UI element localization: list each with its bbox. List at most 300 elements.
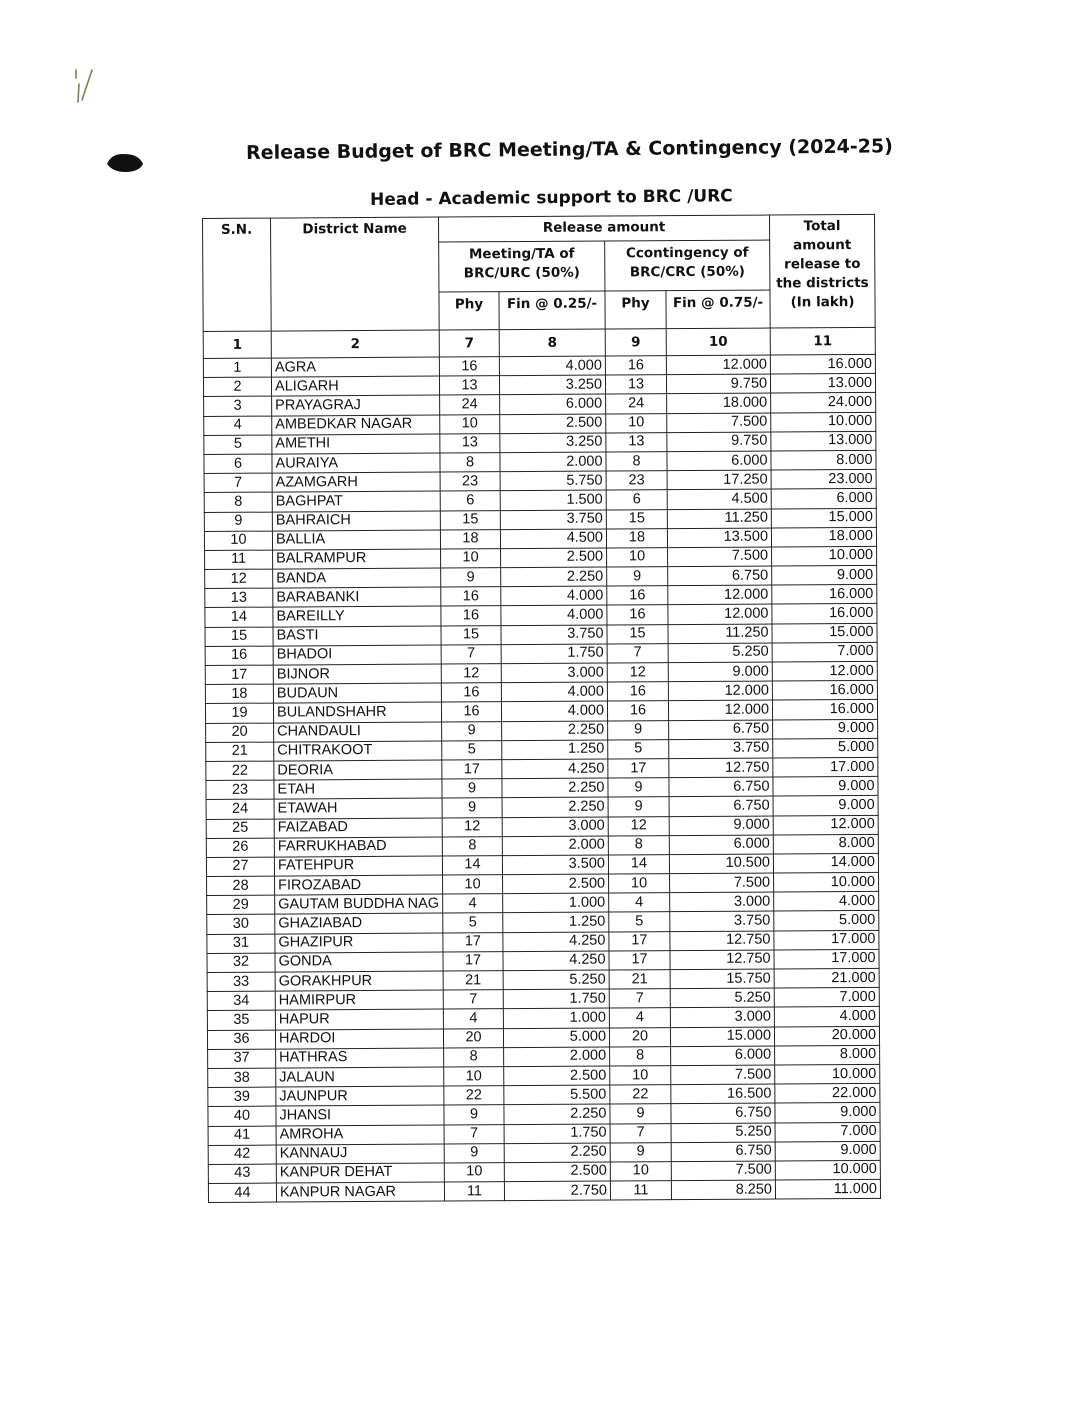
- sn-cell: 12: [205, 569, 273, 589]
- district-name-cell: PRAYAGRAJ: [272, 395, 440, 415]
- contingency-fin-cell: 6.000: [671, 1046, 775, 1066]
- meeting-fin-cell: 1.750: [504, 1124, 610, 1144]
- district-name-cell: FARRUKHABAD: [274, 837, 442, 857]
- meeting-fin-cell: 3.750: [501, 625, 607, 645]
- district-name-cell: GHAZIPUR: [275, 933, 443, 953]
- contingency-fin-cell: 7.500: [667, 413, 771, 433]
- meeting-fin-cell: 3.000: [501, 663, 607, 683]
- meeting-fin-cell: 2.000: [504, 1047, 610, 1067]
- district-name-cell: GAUTAM BUDDHA NAG: [275, 894, 443, 914]
- total-amount-cell: 9.000: [773, 777, 878, 797]
- meeting-phy-cell: 9: [442, 721, 502, 741]
- meeting-fin-cell: 2.500: [504, 1162, 610, 1182]
- contingency-fin-cell: 6.750: [669, 796, 773, 816]
- district-name-cell: BIJNOR: [273, 664, 441, 684]
- meeting-phy-cell: 14: [442, 856, 502, 876]
- meeting-fin-cell: 1.500: [500, 490, 606, 510]
- sn-cell: 9: [204, 512, 272, 532]
- header-sn: S.N.: [203, 218, 272, 331]
- meeting-fin-cell: 5.500: [504, 1085, 610, 1105]
- contingency-fin-cell: 12.000: [666, 355, 770, 375]
- column-number-row: [203, 327, 875, 358]
- meeting-fin-cell: 3.250: [500, 433, 606, 453]
- contingency-fin-cell: 6.750: [669, 777, 773, 797]
- meeting-phy-cell: 8: [442, 836, 502, 856]
- contingency-phy-cell: 21: [609, 970, 670, 990]
- district-name-cell: BULANDSHAHR: [273, 702, 441, 722]
- meeting-phy-cell: 13: [439, 376, 499, 396]
- meeting-fin-cell: 2.000: [502, 836, 608, 856]
- total-amount-cell: 12.000: [772, 661, 877, 681]
- punch-hole-mark: [105, 150, 145, 174]
- sn-cell: 25: [206, 819, 274, 839]
- total-amount-cell: 9.000: [773, 719, 878, 739]
- total-amount-cell: 23.000: [771, 470, 876, 490]
- meeting-fin-cell: 4.000: [501, 701, 607, 721]
- budget-table: [202, 214, 881, 1203]
- total-amount-cell: 9.000: [775, 1103, 880, 1123]
- meeting-phy-cell: 9: [442, 779, 502, 799]
- header-meeting-ta: Meeting/TA of BRC/URC (50%): [439, 241, 605, 292]
- meeting-fin-cell: 2.500: [504, 1066, 610, 1086]
- meeting-phy-cell: 13: [440, 433, 500, 453]
- contingency-phy-cell: 8: [608, 835, 669, 855]
- meeting-phy-cell: 17: [442, 760, 502, 780]
- contingency-phy-cell: 16: [607, 586, 668, 606]
- total-amount-cell: 10.000: [771, 412, 876, 432]
- district-name-cell: AURAIYA: [272, 453, 440, 473]
- district-name-cell: HARDOI: [275, 1029, 443, 1049]
- contingency-phy-cell: 6: [606, 490, 667, 510]
- sn-cell: 13: [205, 588, 273, 608]
- district-name-cell: ETAWAH: [274, 798, 442, 818]
- sn-cell: 39: [208, 1087, 276, 1107]
- contingency-fin-cell: 6.750: [668, 566, 772, 586]
- header-contingency: Ccontingency of BRC/CRC (50%): [605, 240, 770, 291]
- total-amount-cell: 11.000: [775, 1179, 880, 1199]
- meeting-phy-cell: 10: [444, 1163, 504, 1183]
- district-name-cell: ALIGARH: [271, 376, 439, 396]
- contingency-phy-cell: 16: [607, 701, 668, 721]
- total-amount-cell: 12.000: [773, 815, 878, 835]
- sn-cell: 36: [207, 1030, 275, 1050]
- meeting-phy-cell: 10: [440, 414, 500, 434]
- meeting-fin-cell: 3.500: [502, 855, 608, 875]
- header-total-amount: Total amount release to the districts (In lakh): [770, 214, 876, 328]
- meeting-phy-cell: 16: [441, 702, 501, 722]
- district-name-cell: CHITRAKOOT: [274, 741, 442, 761]
- meeting-fin-cell: 5.250: [503, 970, 609, 990]
- meeting-phy-cell: 17: [443, 951, 503, 971]
- contingency-phy-cell: 24: [606, 394, 667, 414]
- district-name-cell: GONDA: [275, 952, 443, 972]
- contingency-phy-cell: 4: [609, 893, 670, 913]
- sn-cell: 24: [206, 799, 274, 819]
- contingency-phy-cell: 14: [608, 855, 669, 875]
- contingency-phy-cell: 5: [609, 912, 670, 932]
- meeting-fin-cell: 1.750: [501, 644, 607, 664]
- total-amount-cell: 13.000: [770, 374, 875, 394]
- contingency-phy-cell: 7: [607, 643, 668, 663]
- contingency-phy-cell: 10: [609, 874, 670, 894]
- district-name-cell: AMETHI: [272, 434, 440, 454]
- sn-cell: 35: [207, 1010, 275, 1030]
- contingency-fin-cell: 11.250: [667, 509, 771, 529]
- sn-cell: 7: [204, 473, 272, 493]
- sn-cell: 8: [204, 492, 272, 512]
- district-name-cell: GORAKHPUR: [275, 971, 443, 991]
- meeting-phy-cell: 9: [444, 1143, 504, 1163]
- meeting-fin-cell: 3.000: [502, 817, 608, 837]
- meeting-phy-cell: 4: [443, 894, 503, 914]
- meeting-phy-cell: 9: [444, 1105, 504, 1125]
- total-amount-cell: 15.000: [771, 508, 876, 528]
- contingency-fin-cell: 6.000: [667, 451, 771, 471]
- contingency-phy-cell: 16: [605, 356, 666, 376]
- contingency-phy-cell: 5: [608, 739, 669, 759]
- meeting-fin-cell: 1.000: [503, 1008, 609, 1028]
- sn-cell: 41: [208, 1126, 276, 1146]
- sn-cell: 22: [206, 761, 274, 781]
- contingency-fin-cell: 6.750: [671, 1103, 775, 1123]
- meeting-fin-cell: 6.000: [500, 394, 606, 414]
- total-amount-cell: 22.000: [775, 1084, 880, 1104]
- contingency-fin-cell: 5.250: [668, 643, 772, 663]
- contingency-fin-cell: 16.500: [671, 1084, 775, 1104]
- total-amount-cell: 17.000: [773, 757, 878, 777]
- contingency-fin-cell: 12.000: [668, 585, 772, 605]
- meeting-fin-cell: 2.250: [502, 721, 608, 741]
- contingency-fin-cell: 12.000: [668, 681, 772, 701]
- total-amount-cell: 5.000: [774, 911, 879, 931]
- meeting-fin-cell: 5.750: [500, 471, 606, 491]
- header-release-amount: Release amount: [438, 215, 769, 242]
- total-amount-cell: 15.000: [772, 623, 877, 643]
- contingency-phy-cell: 12: [608, 816, 669, 836]
- meeting-phy-cell: 16: [441, 587, 501, 607]
- total-amount-cell: 13.000: [771, 431, 876, 451]
- contingency-fin-cell: 6.000: [669, 835, 773, 855]
- meeting-phy-cell: 21: [443, 971, 503, 991]
- sn-cell: 16: [205, 646, 273, 666]
- meeting-fin-cell: 2.500: [503, 874, 609, 894]
- contingency-fin-cell: 3.750: [669, 739, 773, 759]
- meeting-fin-cell: 1.750: [503, 989, 609, 1009]
- contingency-phy-cell: 9: [608, 778, 669, 798]
- total-amount-cell: 20.000: [774, 1026, 879, 1046]
- meeting-phy-cell: 16: [441, 606, 501, 626]
- meeting-fin-cell: 4.000: [501, 605, 607, 625]
- contingency-fin-cell: 5.250: [670, 988, 774, 1008]
- total-amount-cell: 14.000: [773, 853, 878, 873]
- district-name-cell: JALAUN: [276, 1067, 444, 1087]
- sn-cell: 18: [205, 684, 273, 704]
- district-name-cell: HATHRAS: [276, 1048, 444, 1068]
- contingency-fin-cell: 6.750: [669, 720, 773, 740]
- header-phy-contingency: Phy: [605, 291, 666, 329]
- contingency-fin-cell: 12.000: [668, 700, 772, 720]
- contingency-phy-cell: 16: [607, 605, 668, 625]
- meeting-fin-cell: 2.250: [501, 567, 607, 587]
- total-amount-cell: 9.000: [775, 1141, 880, 1161]
- total-amount-cell: 4.000: [774, 892, 879, 912]
- district-name-cell: FATEHPUR: [274, 856, 442, 876]
- meeting-phy-cell: 23: [440, 472, 500, 492]
- contingency-phy-cell: 13: [606, 432, 667, 452]
- budget-table-container: [202, 214, 880, 1203]
- contingency-fin-cell: 3.000: [670, 1007, 774, 1027]
- district-name-cell: HAPUR: [275, 1009, 443, 1029]
- district-name-cell: BAGHPAT: [272, 491, 440, 511]
- meeting-phy-cell: 5: [443, 913, 503, 933]
- total-amount-cell: 10.000: [775, 1064, 880, 1084]
- contingency-phy-cell: 8: [606, 452, 667, 472]
- district-name-cell: FAIZABAD: [274, 818, 442, 838]
- district-name-cell: KANNAUJ: [276, 1144, 444, 1164]
- meeting-phy-cell: 10: [443, 875, 503, 895]
- meeting-fin-cell: 1.000: [503, 893, 609, 913]
- contingency-phy-cell: 9: [608, 720, 669, 740]
- meeting-fin-cell: 2.750: [504, 1181, 610, 1201]
- contingency-fin-cell: 15.000: [670, 1027, 774, 1047]
- sn-cell: 6: [204, 454, 272, 474]
- total-amount-cell: 5.000: [773, 738, 878, 758]
- meeting-fin-cell: 4.250: [503, 951, 609, 971]
- contingency-fin-cell: 15.750: [670, 969, 774, 989]
- district-name-cell: ETAH: [274, 779, 442, 799]
- meeting-fin-cell: 2.500: [501, 548, 607, 568]
- contingency-fin-cell: 9.750: [667, 432, 771, 452]
- district-name-cell: BANDA: [273, 568, 441, 588]
- sn-cell: 5: [204, 435, 272, 455]
- table-row: [208, 1179, 880, 1202]
- meeting-phy-cell: 12: [442, 817, 502, 837]
- meeting-phy-cell: 10: [444, 1067, 504, 1087]
- contingency-phy-cell: 12: [607, 663, 668, 683]
- district-name-cell: AMBEDKAR NAGAR: [272, 415, 440, 435]
- sn-cell: 21: [206, 742, 274, 762]
- total-amount-cell: 7.000: [775, 1122, 880, 1142]
- total-amount-cell: 16.000: [770, 354, 875, 374]
- contingency-phy-cell: 17: [609, 931, 670, 951]
- sn-cell: 19: [205, 703, 273, 723]
- meeting-fin-cell: 4.250: [502, 759, 608, 779]
- sn-cell: 44: [208, 1183, 276, 1203]
- total-amount-cell: 8.000: [775, 1045, 880, 1065]
- meeting-phy-cell: 7: [443, 990, 503, 1010]
- meeting-fin-cell: 4.500: [500, 529, 606, 549]
- contingency-fin-cell: 12.750: [670, 931, 774, 951]
- contingency-phy-cell: 20: [609, 1027, 670, 1047]
- meeting-fin-cell: 2.250: [504, 1143, 610, 1163]
- contingency-fin-cell: 11.250: [668, 624, 772, 644]
- contingency-phy-cell: 4: [609, 1008, 670, 1028]
- meeting-fin-cell: 4.250: [503, 932, 609, 952]
- sn-cell: 15: [205, 627, 273, 647]
- meeting-fin-cell: 3.750: [500, 510, 606, 530]
- sn-cell: 37: [208, 1049, 276, 1069]
- meeting-phy-cell: 11: [444, 1182, 504, 1202]
- meeting-phy-cell: 16: [441, 683, 501, 703]
- column-number: 7: [439, 330, 499, 357]
- column-number: 8: [499, 329, 605, 357]
- contingency-phy-cell: 10: [607, 548, 668, 568]
- contingency-fin-cell: 9.750: [666, 374, 770, 394]
- district-name-cell: CHANDAULI: [274, 722, 442, 742]
- header-phy-meeting: Phy: [439, 292, 499, 330]
- meeting-phy-cell: 7: [441, 644, 501, 664]
- meeting-fin-cell: 4.000: [501, 682, 607, 702]
- meeting-phy-cell: 8: [444, 1047, 504, 1067]
- total-amount-cell: 18.000: [771, 527, 876, 547]
- district-name-cell: GHAZIABAD: [275, 913, 443, 933]
- contingency-fin-cell: 10.500: [669, 854, 773, 874]
- column-number: 2: [271, 330, 439, 358]
- meeting-phy-cell: 18: [440, 529, 500, 549]
- contingency-phy-cell: 17: [609, 950, 670, 970]
- contingency-phy-cell: 15: [606, 509, 667, 529]
- column-number: 10: [666, 328, 770, 356]
- total-amount-cell: 16.000: [772, 604, 877, 624]
- meeting-fin-cell: 2.250: [502, 778, 608, 798]
- contingency-phy-cell: 15: [607, 624, 668, 644]
- contingency-fin-cell: 7.500: [668, 547, 772, 567]
- contingency-fin-cell: 4.500: [667, 489, 771, 509]
- contingency-fin-cell: 12.750: [670, 950, 774, 970]
- meeting-phy-cell: 17: [443, 932, 503, 952]
- contingency-phy-cell: 8: [610, 1046, 671, 1066]
- total-amount-cell: 21.000: [774, 968, 879, 988]
- district-name-cell: JHANSI: [276, 1105, 444, 1125]
- sn-cell: 32: [207, 953, 275, 973]
- column-number: 9: [605, 329, 666, 356]
- district-name-cell: JAUNPUR: [276, 1086, 444, 1106]
- district-name-cell: BARABANKI: [273, 587, 441, 607]
- document-subtitle: Head - Academic support to BRC /URC: [370, 186, 733, 210]
- sn-cell: 23: [206, 780, 274, 800]
- contingency-phy-cell: 7: [610, 1123, 671, 1143]
- district-name-cell: BASTI: [273, 626, 441, 646]
- district-name-cell: KANPUR NAGAR: [276, 1182, 444, 1202]
- meeting-fin-cell: 2.000: [500, 452, 606, 472]
- contingency-phy-cell: 23: [606, 471, 667, 491]
- meeting-phy-cell: 10: [441, 549, 501, 569]
- column-number: 11: [770, 327, 875, 355]
- contingency-phy-cell: 10: [610, 1066, 671, 1086]
- total-amount-cell: 24.000: [771, 393, 876, 413]
- district-name-cell: AZAMGARH: [272, 472, 440, 492]
- contingency-phy-cell: 10: [606, 413, 667, 433]
- meeting-phy-cell: 15: [441, 625, 501, 645]
- sn-cell: 43: [208, 1164, 276, 1184]
- total-amount-cell: 9.000: [772, 565, 877, 585]
- meeting-fin-cell: 1.250: [503, 912, 609, 932]
- contingency-phy-cell: 7: [609, 989, 670, 1009]
- meeting-phy-cell: 7: [444, 1124, 504, 1144]
- meeting-phy-cell: 22: [444, 1086, 504, 1106]
- total-amount-cell: 16.000: [772, 700, 877, 720]
- total-amount-cell: 10.000: [774, 872, 879, 892]
- contingency-fin-cell: 5.250: [671, 1123, 775, 1143]
- meeting-fin-cell: 2.250: [502, 797, 608, 817]
- district-name-cell: BAHRAICH: [272, 511, 440, 531]
- table-body: [203, 354, 880, 1202]
- meeting-phy-cell: 16: [439, 357, 499, 377]
- total-amount-cell: 7.000: [774, 988, 879, 1008]
- meeting-fin-cell: 1.250: [502, 740, 608, 760]
- sn-cell: 3: [204, 396, 272, 416]
- sn-cell: 28: [207, 876, 275, 896]
- district-name-cell: AGRA: [271, 357, 439, 377]
- document-title: Release Budget of BRC Meeting/TA & Contingency (2024-25): [246, 135, 893, 164]
- meeting-fin-cell: 2.250: [504, 1104, 610, 1124]
- meeting-phy-cell: 9: [442, 798, 502, 818]
- district-name-cell: BAREILLY: [273, 606, 441, 626]
- sn-cell: 1: [203, 358, 271, 378]
- meeting-phy-cell: 8: [440, 453, 500, 473]
- sn-cell: 14: [205, 608, 273, 628]
- contingency-phy-cell: 13: [605, 375, 666, 395]
- total-amount-cell: 16.000: [772, 585, 877, 605]
- district-name-cell: DEORIA: [274, 760, 442, 780]
- contingency-phy-cell: 9: [608, 797, 669, 817]
- contingency-fin-cell: 7.500: [670, 873, 774, 893]
- sn-cell: 34: [207, 991, 275, 1011]
- meeting-phy-cell: 6: [440, 491, 500, 511]
- sn-cell: 11: [205, 550, 273, 570]
- contingency-fin-cell: 7.500: [671, 1161, 775, 1181]
- contingency-phy-cell: 22: [610, 1085, 671, 1105]
- pen-mark-scribble: [70, 66, 98, 106]
- meeting-phy-cell: 24: [440, 395, 500, 415]
- contingency-fin-cell: 18.000: [667, 393, 771, 413]
- total-amount-cell: 4.000: [774, 1007, 879, 1027]
- total-amount-cell: 6.000: [771, 489, 876, 509]
- meeting-fin-cell: 5.000: [503, 1028, 609, 1048]
- district-name-cell: BUDAUN: [273, 683, 441, 703]
- contingency-fin-cell: 9.000: [668, 662, 772, 682]
- contingency-fin-cell: 3.750: [670, 911, 774, 931]
- contingency-fin-cell: 17.250: [667, 470, 771, 490]
- contingency-fin-cell: 7.500: [671, 1065, 775, 1085]
- total-amount-cell: 8.000: [771, 450, 876, 470]
- meeting-phy-cell: 12: [441, 664, 501, 684]
- district-name-cell: FIROZABAD: [275, 875, 443, 895]
- meeting-phy-cell: 15: [440, 510, 500, 530]
- total-amount-cell: 17.000: [774, 949, 879, 969]
- header-fin-contingency: Fin @ 0.75/-: [666, 290, 770, 329]
- total-amount-cell: 17.000: [774, 930, 879, 950]
- contingency-fin-cell: 13.500: [667, 528, 771, 548]
- total-amount-cell: 8.000: [773, 834, 878, 854]
- sn-cell: 17: [205, 665, 273, 685]
- contingency-phy-cell: 18: [606, 528, 667, 548]
- sn-cell: 10: [204, 531, 272, 551]
- district-name-cell: BALLIA: [272, 530, 440, 550]
- district-name-cell: KANPUR DEHAT: [276, 1163, 444, 1183]
- meeting-phy-cell: 5: [442, 740, 502, 760]
- meeting-phy-cell: 4: [443, 1009, 503, 1029]
- meeting-fin-cell: 3.250: [499, 375, 605, 395]
- meeting-fin-cell: 2.500: [500, 414, 606, 434]
- header-district-name: District Name: [271, 217, 440, 331]
- sn-cell: 27: [206, 857, 274, 877]
- sn-cell: 26: [206, 838, 274, 858]
- contingency-fin-cell: 3.000: [670, 892, 774, 912]
- total-amount-cell: 9.000: [773, 796, 878, 816]
- sn-cell: 40: [208, 1106, 276, 1126]
- contingency-fin-cell: 6.750: [671, 1142, 775, 1162]
